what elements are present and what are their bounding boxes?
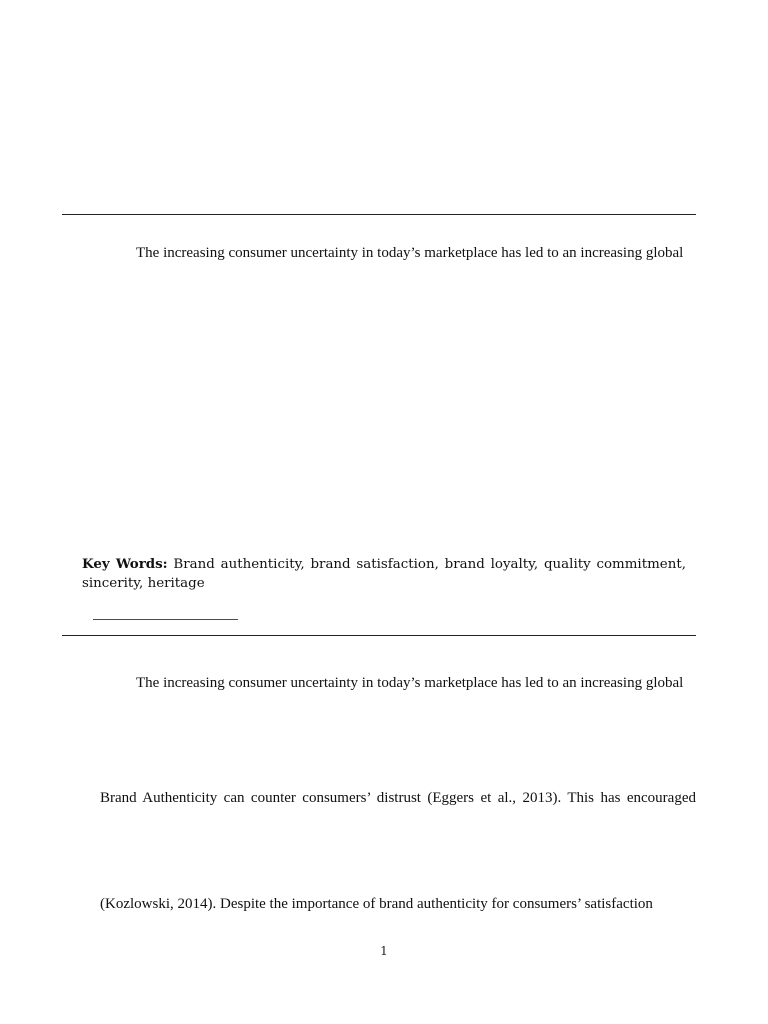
abstract-first-line: The increasing consumer uncertainty in today’s marketplace has led to an increasing global xyxy=(136,245,684,261)
keywords-label: Key Words: xyxy=(82,556,168,572)
keywords-line-1 xyxy=(82,555,686,574)
page-number: 1 xyxy=(380,944,388,958)
body-line-2: Brand Authenticity can counter consumers’ distrust (Eggers et al., 2013). This has encouraged xyxy=(100,790,696,806)
keywords-paragraph xyxy=(82,555,686,593)
body-line-1: The increasing consumer uncertainty in today’s marketplace has led to an increasing global xyxy=(136,675,684,691)
footnote-separator-link[interactable] xyxy=(93,619,238,620)
top-divider xyxy=(62,214,696,215)
body-divider xyxy=(62,635,696,636)
body-line-3: (Kozlowski, 2014). Despite the importance of brand authenticity for consumers’ satisfaction xyxy=(100,896,653,912)
keywords-list-part-1: Brand authenticity, brand satisfaction, brand loyalty, quality commitment, xyxy=(173,557,686,572)
keywords-list-part-2: sincerity, heritage xyxy=(82,576,205,591)
